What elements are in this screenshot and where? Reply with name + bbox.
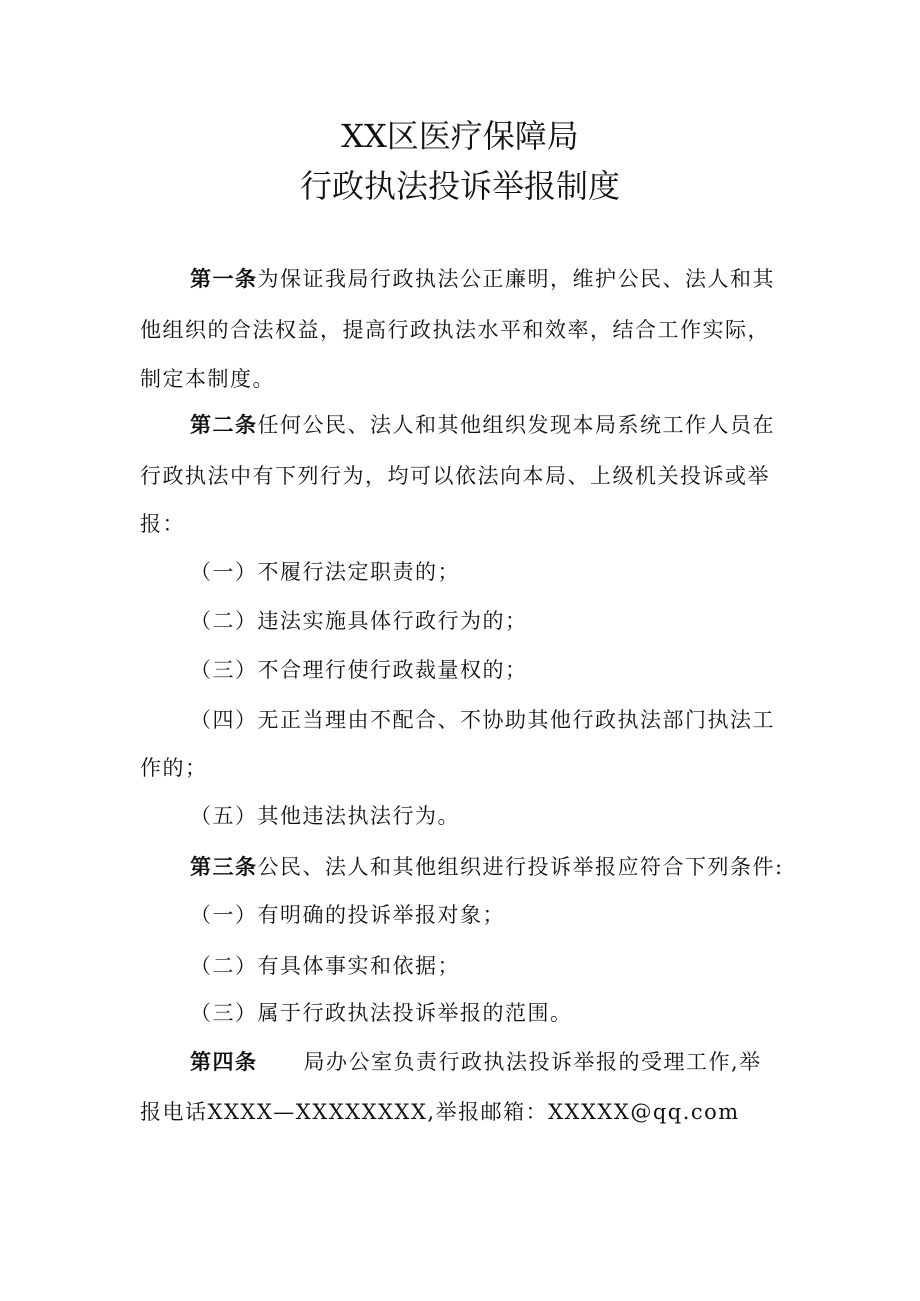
article-2-item-4-cont: 作的；	[140, 756, 208, 780]
article-3-item-2: （二）有具体事实和依据；	[190, 954, 460, 978]
document-title-line1: XX区医疗保障局	[341, 117, 579, 155]
article-3-line-1	[190, 852, 784, 882]
article-3-label: 第三条	[190, 855, 258, 879]
article-4-line-2: 报电话XXXX—XXXXXXXX,举报邮箱：XXXXX@qq.com	[140, 1100, 740, 1124]
article-2-item-1: （一）不履行法定职责的；	[190, 560, 460, 584]
article-1-text-1: 为保证我局行政执法公正廉明，维护公民、法人和其	[257, 267, 775, 291]
article-2-item-5: （五）其他违法执法行为。	[190, 804, 460, 828]
article-2-item-4: （四）无正当理由不配合、不协助其他行政执法部门执法工	[190, 708, 775, 732]
article-2-line-2: 行政执法中有下列行为，均可以依法向本局、上级机关投诉或举	[140, 464, 770, 488]
article-1-label: 第一条	[190, 267, 258, 291]
article-2-label: 第二条	[190, 413, 258, 437]
article-1-line-1	[190, 264, 775, 294]
article-2-text-1: 任何公民、法人和其他组织发现本局系统工作人员在	[257, 413, 775, 437]
article-3-item-1: （一）有明确的投诉举报对象；	[190, 903, 505, 927]
article-2-item-2: （二）违法实施具体行政行为的；	[190, 609, 528, 633]
article-1-line-3: 制定本制度。	[140, 367, 275, 391]
article-2-line-1	[190, 410, 775, 440]
article-3-text-1: 公民、法人和其他组织进行投诉举报应符合下列条件:	[257, 855, 784, 879]
document-title-line2: 行政执法投诉举报制度	[299, 167, 620, 205]
article-4-label: 第四条	[190, 1050, 258, 1074]
article-2-line-3: 报：	[140, 512, 185, 536]
article-2-item-3: （三）不合理行使行政裁量权的；	[190, 658, 528, 682]
article-1-line-2: 他组织的合法权益，提高行政执法水平和效率，结合工作实际，	[140, 318, 770, 342]
article-3-item-3: （三）属于行政执法投诉举报的范围。	[190, 1001, 573, 1025]
article-4-line-1	[190, 1047, 762, 1077]
article-4-text-1: 局办公室负责行政执法投诉举报的受理工作,举	[303, 1050, 762, 1074]
